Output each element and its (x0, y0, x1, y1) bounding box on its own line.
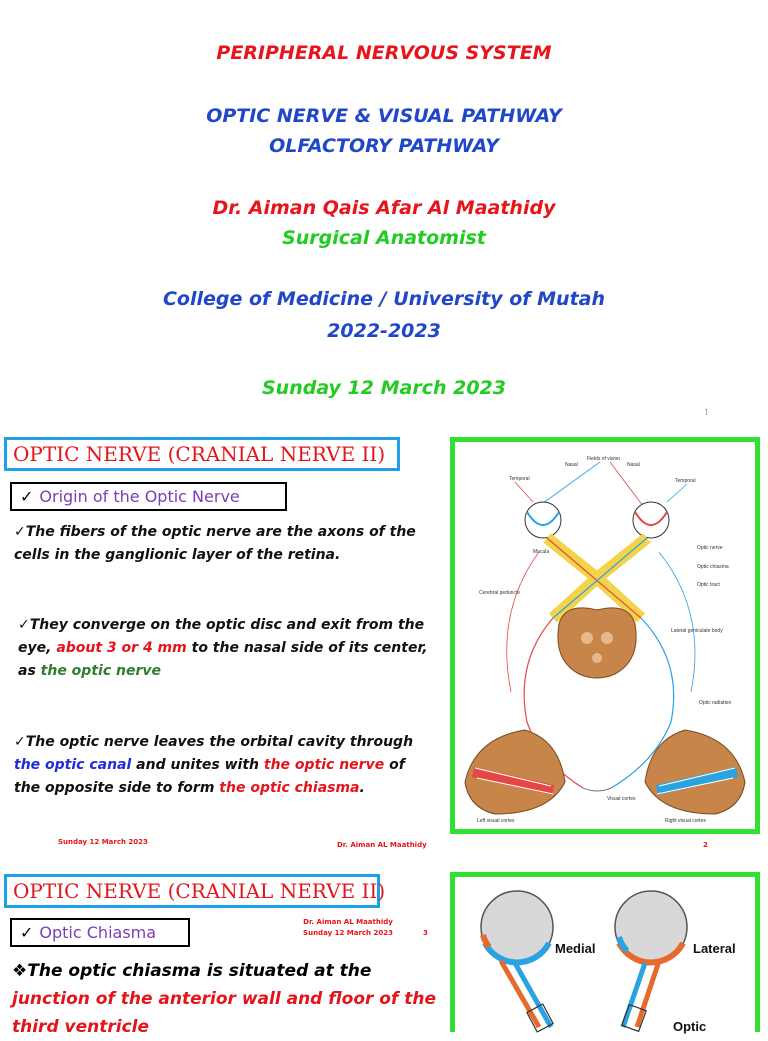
page-number: 2 (703, 841, 708, 849)
visual-pathway-figure (450, 437, 760, 834)
paragraph-text: of the opposite side to form (14, 757, 405, 796)
subheading-text: Origin of the Optic Nerve (39, 487, 240, 506)
label-cerebral-peduncle: Cerebral peduncle (479, 590, 520, 596)
subheading-text: Optic Chiasma (39, 923, 157, 942)
label-nasal-right: Nasal (627, 462, 640, 468)
paragraph-chiasma (12, 957, 442, 1041)
eye-left (525, 502, 561, 538)
optic-chiasma-shape (547, 538, 647, 618)
paragraph-text: The fibers of the optic nerve are the axons of the cells in the ganglionic layer of the retina. (14, 524, 416, 563)
left-occipital-lobe (465, 730, 565, 814)
lecture-date: Sunday 12 March 2023 (261, 377, 506, 399)
paragraph-text: and unites with (131, 757, 264, 773)
midbrain-shape (558, 608, 636, 678)
subheading-box (10, 482, 287, 511)
paragraph-text: The optic chiasma is situated at the (27, 961, 372, 981)
note-author: Dr. Aiman AL Maathidy (303, 918, 393, 926)
highlight-optic-nerve: the optic nerve (40, 663, 161, 679)
page-number: 1 (704, 408, 710, 417)
eye-right (633, 502, 669, 538)
visual-pathway-diagram (455, 442, 755, 829)
label-right-visual-cortex: Right visual cortex (665, 818, 706, 824)
note-date: Sunday 12 March 2023 (303, 929, 393, 937)
label-lateral: Lateral (693, 941, 736, 956)
paragraph-fibers (14, 521, 434, 567)
check-icon: ✓ (20, 923, 34, 942)
subheading-box (10, 918, 190, 947)
check-icon: ✓ (18, 617, 30, 633)
label-optic: Optic (673, 1019, 707, 1034)
eye-right (615, 891, 687, 963)
paragraph-leaves (14, 731, 434, 800)
highlight-optic-canal: the optic canal (14, 757, 132, 773)
paragraph-converge (18, 614, 434, 683)
label-optic-tract: Optic tract (697, 582, 720, 588)
section-heading: OPTIC NERVE (CRANIAL NERVE II) (4, 437, 400, 471)
label-macula: Macula (533, 549, 550, 555)
highlight-junction: junction of the anterior wall and floor of the (12, 989, 437, 1009)
label-medial: Medial (555, 941, 596, 956)
label-lateral-geniculate: Lateral geniculate body (671, 628, 723, 634)
label-optic-radiation: Optic radiation (699, 700, 732, 706)
footer-author: Dr. Aiman AL Maathidy (337, 841, 427, 849)
deck-subtitle-line1: OPTIC NERVE & VISUAL PATHWAY (206, 105, 562, 127)
label-fields-of-vision: Fields of vision (587, 456, 621, 462)
page-number: 3 (423, 929, 428, 937)
chiasma-figure (450, 872, 760, 1032)
label-temporal-left: Temporal (509, 476, 530, 482)
highlight-third-ventricle: third ventricle (12, 1017, 150, 1037)
highlight-optic-chiasma: the optic chiasma (219, 780, 360, 796)
author-name: Dr. Aiman Qais Afar Al Maathidy (212, 197, 556, 219)
header-note (300, 917, 396, 939)
college-name: College of Medicine / University of Mutah (162, 288, 606, 310)
deck-subtitle-line2: OLFACTORY PATHWAY (269, 135, 499, 157)
section-heading: OPTIC NERVE (CRANIAL NERVE II) (4, 874, 380, 908)
label-optic-chiasma: Optic chiasma (697, 564, 729, 570)
paragraph-text: to the nasal side of its center, as (18, 640, 428, 679)
highlight-optic-nerve: the optic nerve (263, 757, 385, 773)
label-visual-cortex: Visual cortex (607, 796, 636, 802)
author-role: Surgical Anatomist (282, 227, 486, 249)
highlight-distance: about 3 or 4 mm (56, 640, 187, 656)
footer-date: Sunday 12 March 2023 (58, 838, 148, 846)
chiasma-diagram (455, 877, 755, 1034)
paragraph-text: They converge on the optic disc and exit from the eye, (18, 617, 425, 656)
check-icon: ✓ (14, 524, 26, 540)
deck-title: PERIPHERAL NERVOUS SYSTEM (216, 42, 552, 64)
eye-left (481, 891, 553, 963)
paragraph-text: . (359, 780, 365, 796)
diamond-bullet-icon: ❖ (12, 961, 28, 981)
label-optic-nerve: Optic nerve (697, 545, 723, 551)
check-icon: ✓ (14, 734, 26, 750)
academic-year: 2022-2023 (327, 320, 441, 342)
label-temporal-right: Temporal (675, 478, 696, 484)
paragraph-text: The optic nerve leaves the orbital cavity through (25, 734, 414, 750)
label-left-visual-cortex: Left visual cortex (477, 818, 515, 824)
check-icon: ✓ (20, 487, 34, 506)
label-nasal-left: Nasal (565, 462, 578, 468)
